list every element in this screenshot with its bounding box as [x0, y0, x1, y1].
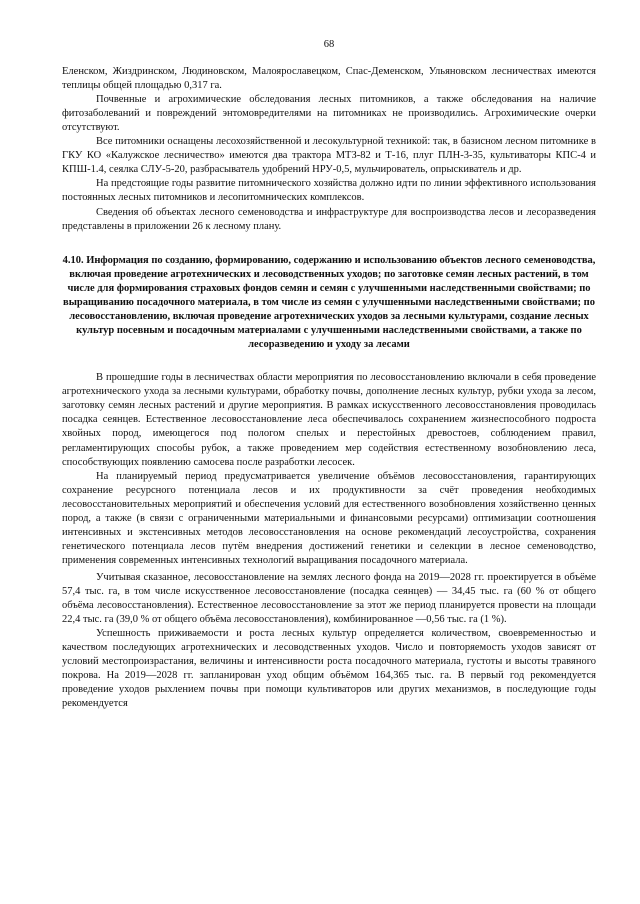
paragraph: На планируемый период предусматривается увеличение объёмов лесовосстановления, гарантирующих сохранение ресурсного потенциала лесов и их продуктивности за счёт проведения необходимых лесовосстановительных мероприятий и обеспечения условий для естественного возобновления хозяйственно ценных пород, а также (в связи с ограниченными материальными и финансовыми ресурсами) оптимизации соотношения интенсивных и экстенсивных методов лесовосстановления на основе рекомендаций лесоустройства, сохранения генетического потенциала лесов путём внедрения достижений генетики и селекции в лесное семеноводство, применения современных интенсивных технологий выращивания посадочного материала.	[62, 470, 596, 566]
paragraph: Успешность приживаемости и роста лесных культур определяется количеством, своевременностью и качеством последующих агротехнических и лесоводственных уходов. Число и повторяемость уходов зависят от условий местопроизрастания, величины и интенсивности роста посадочного материала, густоты и высоты травяного покрова. На 2019—2028 гг. запланирован уход общим объёмом 164,365 тыс. га. В первый год рекомендуется проведение уходов рыхлением почвы при помощи культиваторов или других механизмов, в последующие годы рекомендуется	[62, 628, 596, 710]
paragraph: Сведения об объектах лесного семеноводства и инфраструктуре для воспроизводства лесов и лесоразведения представлены в приложении 26 к лесному плану.	[62, 206, 596, 232]
section-heading: 4.10. Информация по созданию, формированию, содержанию и использованию объектов лесного семеноводства, включая проведение агротехнических и лесоводственных уходов; по заготовке семян лесных растений, в том числе для формирования страховых фондов семян и семян с улучшенными наследственными свойствами; по выращиванию посадочного материала, в том числе из семян с улучшенными наследственными свойствами; по лесовосстановлению, включая проведение агротехнических уходов за лесными культурами, создание лесных культур посевным и посадочным материалами с улучшенными наследственными свойствами, а также по лесоразведению и уходу за лесами	[62, 254, 596, 351]
paragraph: Почвенные и агрохимические обследования лесных питомников, а также обследования на наличие фитозаболеваний и повреждений энтомовредителями на питомниках не производились. Агрохимические очерки отсутствуют.	[62, 94, 596, 134]
paragraph: На предстоящие годы развитие питомнического хозяйства должно идти по линии эффективного использования постоянных лесных питомников и лесопитомнических комплексов.	[62, 178, 596, 204]
spacer	[62, 234, 596, 254]
section-body	[62, 371, 596, 711]
paragraph: Все питомники оснащены лесохозяйственной и лесокультурной техникой: так, в базисном лесном питомнике в ГКУ КО «Калужское лесничество» имеются два трактора МТЗ-82 и Т-16, плуг ПЛН-3-35, культиваторы КПС-4 и КПШ-1.4, сеялка СЛУ-5-20, разбрасыватель удобрений НРУ-0,5, мульчирователь, опрыскиватель и др.	[62, 136, 596, 176]
paragraph: Учитывая сказанное, лесовосстановление на землях лесного фонда на 2019—2028 гг. проектируется в объёме 57,4 тыс. га, в том числе искусственное лесовосстановление (посадка сеянцев) — 34,45 тыс. га (60 % от общего объёма лесовосстановления). Естественное лесовосстановление за этот же период планируется провести на площади 22,4 тыс. га (39,0 % от общего объёма лесовосстановления), комбинированное —0,56 тыс. га (1 %).	[62, 571, 596, 626]
page-number: 68	[323, 39, 335, 50]
intro-block	[62, 65, 596, 234]
paragraph: Еленском, Жиздринском, Людиновском, Малоярославецком, Спас-Деменском, Ульяновском лесничествах имеются теплицы общей площадью 0,317 га.	[62, 66, 596, 92]
paragraph: В прошедшие годы в лесничествах области мероприятия по лесовосстановлению включали в себя проведение агротехнического ухода за лесными культурами, обработку почвы, дополнение лесных культур, рубки ухода за лесом, заготовку семян лесных растений и другие мероприятия. В рамках искусственного лесовосстановления проводилась посадка сеянцев. Естественное лесовосстановление леса обеспечивалось сохранением жизнеспособного подроста хвойных пород, имеющегося под пологом спелых и перестойных древостоев, соблюдением правил, регламентирующих способы рубок, а также проведением мер содействия естественному возобновлению леса, способствующих появлению самосева после разработки лесосек.	[62, 372, 596, 468]
